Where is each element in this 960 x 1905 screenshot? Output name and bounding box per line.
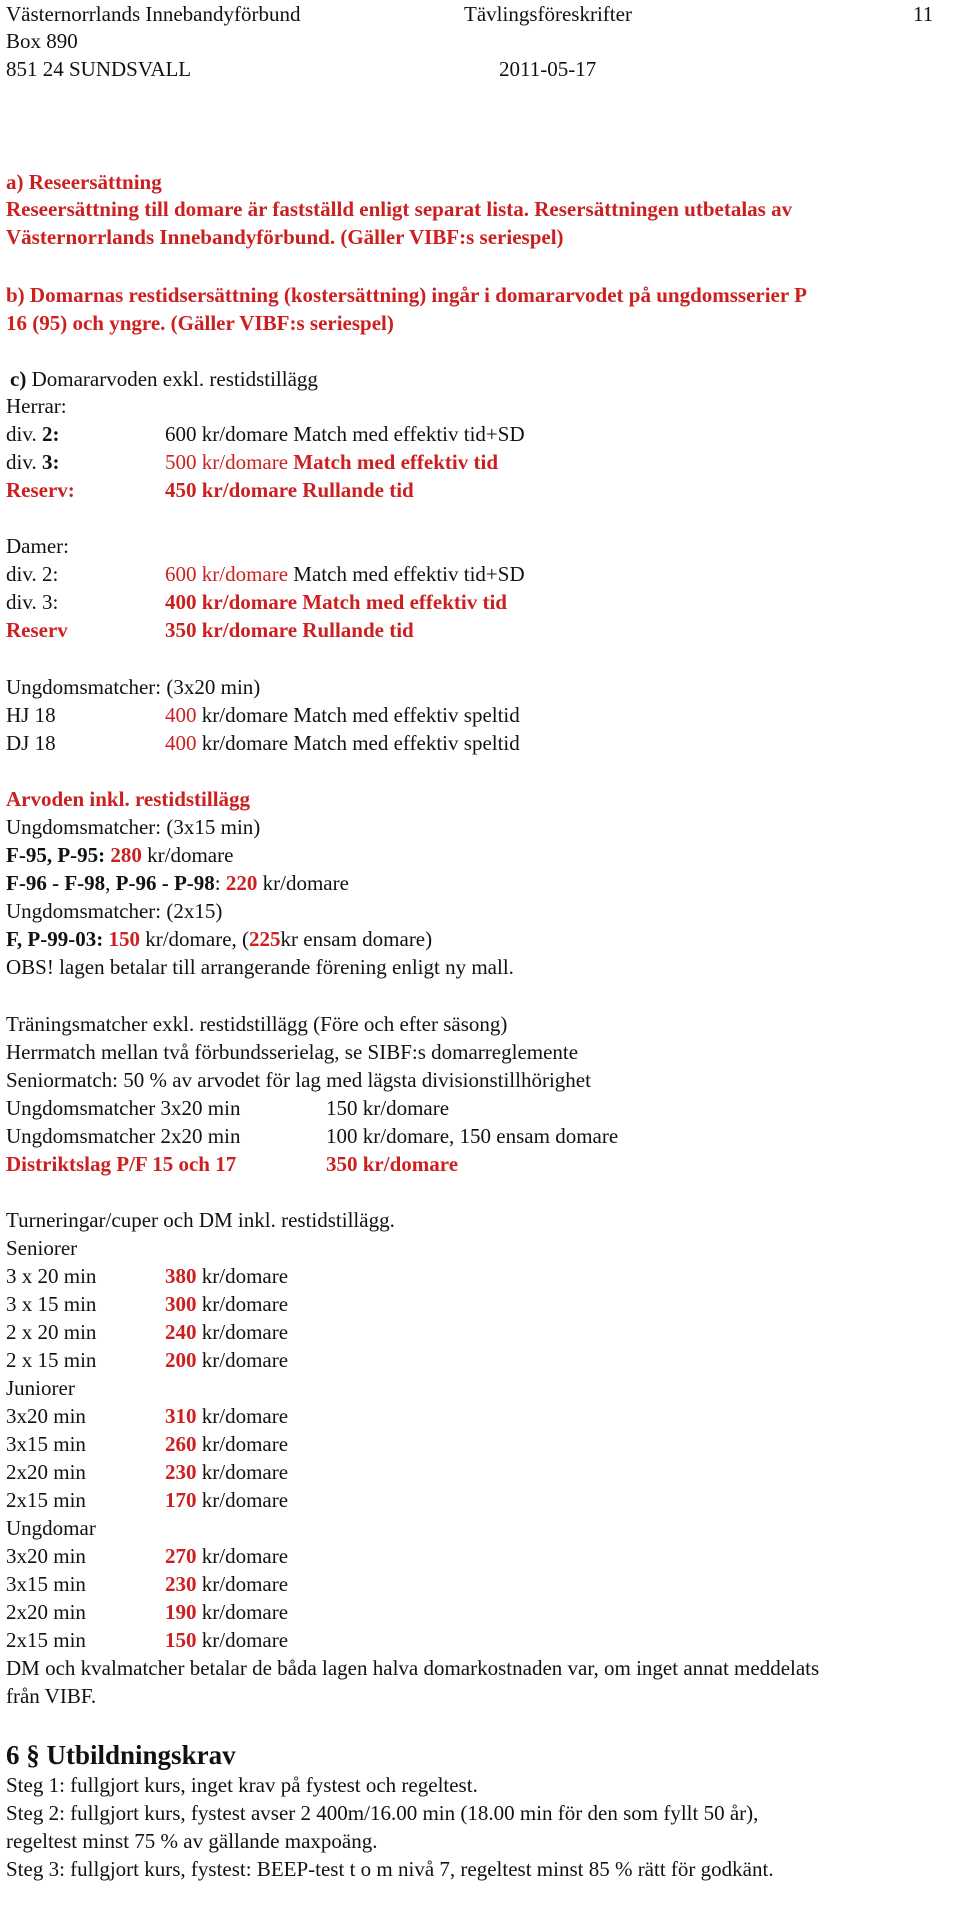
turn-title: Turneringar/cuper och DM inkl. restidstillägg.: [6, 1208, 395, 1232]
dm-line2: från VIBF.: [6, 1684, 97, 1708]
herrar-row-2-label: div. 3:: [6, 450, 60, 474]
ungdom-row-1-value: 400 kr/domare Match med effektiv speltid: [165, 703, 520, 727]
section-b-line1: b) Domarnas restidsersättning (kostersättning) ingår i domararvodet på ungdomsserier P: [6, 283, 807, 307]
sen-row-1-value: 380 kr/domare: [165, 1264, 289, 1288]
ungdom-row-2-value: 400 kr/domare Match med effektiv speltid: [165, 731, 520, 755]
steg-1: Steg 1: fullgjort kurs, inget krav på fystest och regeltest.: [6, 1773, 478, 1797]
header-date: 2011-05-17: [499, 57, 597, 81]
seniorer-label: Seniorer: [6, 1236, 78, 1260]
header-org: Västernorrlands Innebandyförbund: [6, 2, 301, 26]
distriktslag-label: Distriktslag P/F 15 och 17: [6, 1152, 237, 1176]
section-icon: §: [26, 1740, 40, 1770]
damer-row-3-value: 350 kr/domare Rullande tid: [165, 618, 414, 642]
arvoden-inkl-title: Arvoden inkl. restidstillägg: [6, 787, 251, 811]
sen-row-1-label: 3 x 20 min: [6, 1264, 97, 1288]
damer-row-1-label: div. 2:: [6, 562, 59, 586]
ung-row-1-value: 270 kr/domare: [165, 1544, 289, 1568]
ungdom-row-2-label: DJ 18: [6, 731, 56, 755]
header-page-number: 11: [913, 2, 934, 26]
jun-row-3-label: 2x20 min: [6, 1460, 86, 1484]
jun-row-1-label: 3x20 min: [6, 1404, 86, 1428]
section-a-title: a) Reseersättning: [6, 170, 162, 194]
jun-row-1-value: 310 kr/domare: [165, 1404, 289, 1428]
sen-row-4-label: 2 x 15 min: [6, 1348, 97, 1372]
section-c-title: c) Domararvoden exkl. restidstillägg: [10, 367, 318, 391]
dm-line1: DM och kvalmatcher betalar de båda lagen halva domarkostnaden var, om inget annat meddelats: [6, 1656, 820, 1680]
train-row-1-value: 150 kr/domare: [326, 1096, 450, 1120]
herrar-label: Herrar:: [6, 394, 67, 418]
ung-row-1-label: 3x20 min: [6, 1544, 86, 1568]
jun-row-2-value: 260 kr/domare: [165, 1432, 289, 1456]
ungdom-2x15-label: Ungdomsmatcher: (2x15): [6, 899, 223, 923]
jun-row-4-value: 170 kr/domare: [165, 1488, 289, 1512]
ung-row-3-value: 190 kr/domare: [165, 1600, 289, 1624]
section-a-line2: Västernorrlands Innebandyförbund. (Gäller VIBF:s seriespel): [6, 225, 564, 249]
section-b-line2: 16 (95) och yngre. (Gäller VIBF:s seriespel): [6, 311, 394, 335]
herrar-row-3-value: 450 kr/domare Rullande tid: [165, 478, 414, 502]
distriktslag-value: 350 kr/domare: [326, 1152, 459, 1176]
section-a-line1: Reseersättning till domare är fastställd enligt separat lista. Resersättningen utbetalas av: [6, 197, 793, 221]
sen-row-3-label: 2 x 20 min: [6, 1320, 97, 1344]
damer-row-1-value: 600 kr/domare Match med effektiv tid+SD: [165, 562, 525, 586]
steg-2-cont: regeltest minst 75 % av gällande maxpoäng.: [6, 1829, 378, 1853]
ung-row-4-label: 2x15 min: [6, 1628, 86, 1652]
herrar-row-2-value: 500 kr/domare Match med effektiv tid: [165, 450, 498, 474]
herrar-row-1-value: 600 kr/domare Match med effektiv tid+SD: [165, 422, 525, 446]
damer-row-2-label: div. 3:: [6, 590, 59, 614]
damer-row-2-value: 400 kr/domare Match med effektiv tid: [165, 590, 507, 614]
train-line2: Herrmatch mellan två förbundsserielag, se SIBF:s domarreglemente: [6, 1040, 579, 1064]
sen-row-4-value: 200 kr/domare: [165, 1348, 289, 1372]
train-row-2-label: Ungdomsmatcher 2x20 min: [6, 1124, 241, 1148]
inkl-row-2: F-96 - F-98, P-96 - P-98: 220 kr/domare: [6, 871, 349, 895]
obs-note: OBS! lagen betalar till arrangerande förening enligt ny mall.: [6, 955, 514, 979]
ung-row-3-label: 2x20 min: [6, 1600, 86, 1624]
header-city: 851 24 SUNDSVALL: [6, 57, 192, 81]
sen-row-2-value: 300 kr/domare: [165, 1292, 289, 1316]
herrar-row-3-label: Reserv:: [6, 478, 75, 502]
ungdom-3x15-label: Ungdomsmatcher: (3x15 min): [6, 815, 261, 839]
train-row-1-label: Ungdomsmatcher 3x20 min: [6, 1096, 241, 1120]
section-6-heading: 6 § Utbildningskrav: [6, 1740, 236, 1770]
header-doc-title: Tävlingsföreskrifter: [464, 2, 632, 26]
inkl-row-3: F, P-99-03: 150 kr/domare, (225kr ensam domare): [6, 927, 433, 951]
sen-row-3-value: 240 kr/domare: [165, 1320, 289, 1344]
ung-row-4-value: 150 kr/domare: [165, 1628, 289, 1652]
herrar-row-1-label: div. 2:: [6, 422, 60, 446]
sen-row-2-label: 3 x 15 min: [6, 1292, 97, 1316]
train-line1: Träningsmatcher exkl. restidstillägg (Före och efter säsong): [6, 1012, 508, 1036]
train-line3: Seniormatch: 50 % av arvodet för lag med lägsta divisionstillhörighet: [6, 1068, 591, 1092]
ung-row-2-label: 3x15 min: [6, 1572, 86, 1596]
damer-label: Damer:: [6, 534, 69, 558]
ungdom-row-1-label: HJ 18: [6, 703, 56, 727]
ung-row-2-value: 230 kr/domare: [165, 1572, 289, 1596]
jun-row-3-value: 230 kr/domare: [165, 1460, 289, 1484]
inkl-row-1: F-95, P-95: 280 kr/domare: [6, 843, 234, 867]
header-box: Box 890: [6, 29, 78, 53]
juniorer-label: Juniorer: [6, 1376, 75, 1400]
ungdom-3x20-label: Ungdomsmatcher: (3x20 min): [6, 675, 261, 699]
train-row-2-value: 100 kr/domare, 150 ensam domare: [326, 1124, 619, 1148]
steg-3: Steg 3: fullgjort kurs, fystest: BEEP-test t o m nivå 7, regeltest minst 85 % rätt för godkänt.: [6, 1857, 774, 1881]
damer-row-3-label: Reserv: [6, 618, 68, 642]
steg-2: Steg 2: fullgjort kurs, fystest avser 2 400m/16.00 min (18.00 min för den som fyllt 50 år),: [6, 1801, 759, 1825]
ungdomar-label: Ungdomar: [6, 1516, 96, 1540]
jun-row-4-label: 2x15 min: [6, 1488, 86, 1512]
jun-row-2-label: 3x15 min: [6, 1432, 86, 1456]
